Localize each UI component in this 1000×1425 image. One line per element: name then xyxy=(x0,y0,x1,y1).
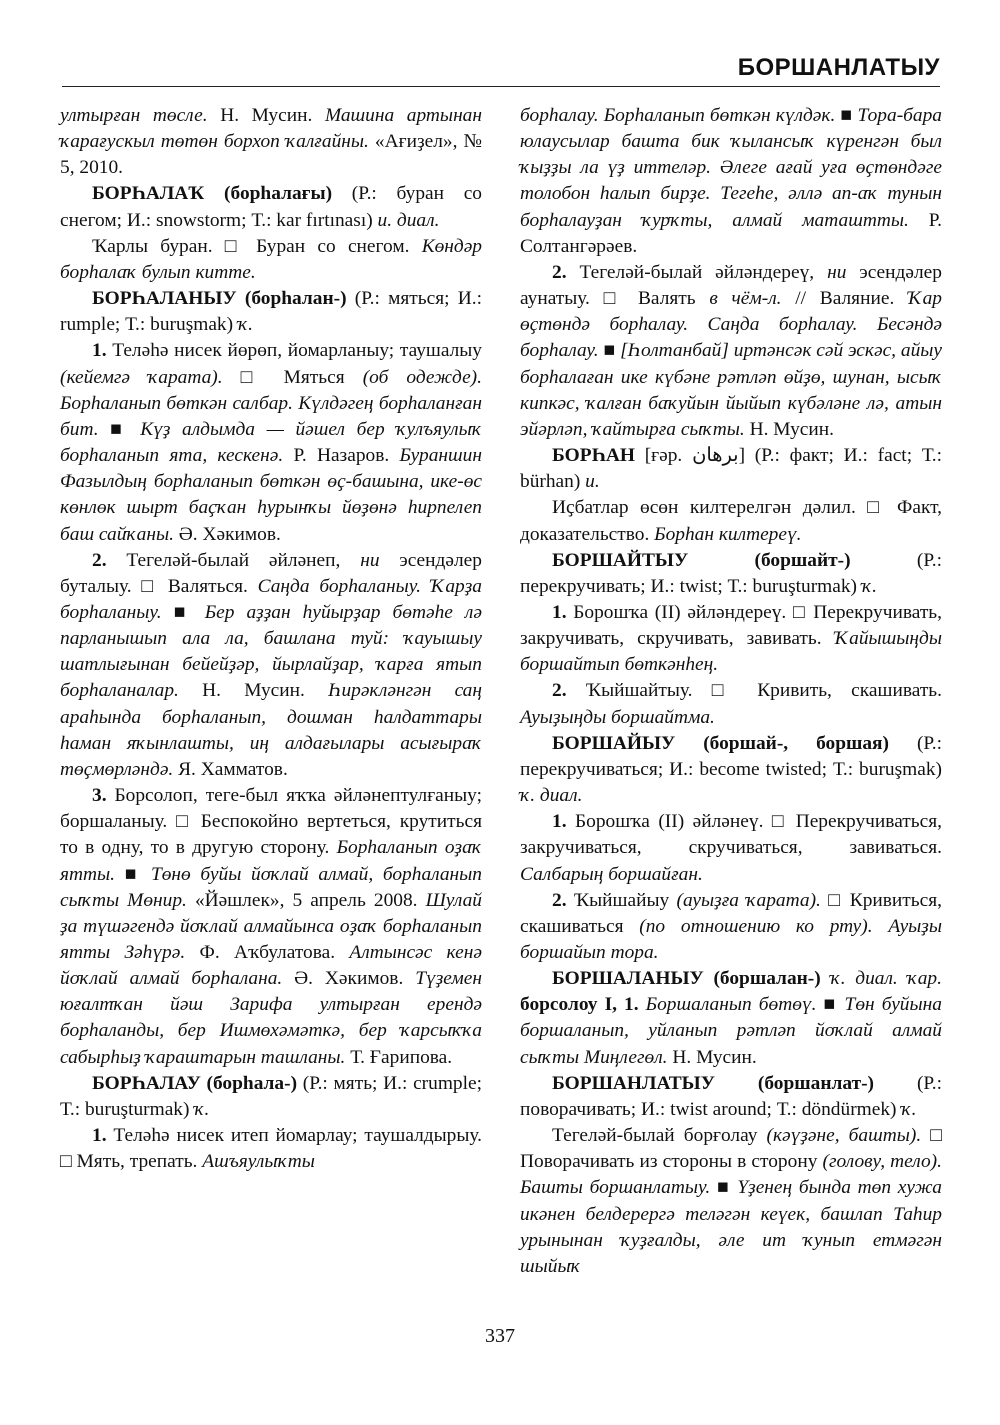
page-number: 337 xyxy=(485,1325,515,1347)
right-paragraph: борһалау. Борһаланып бөткән күлдәк. ■ Тора-бара юлаусылар башта бик ҡылансыҡ күренгән был ҡыҙҙы ла үҙ иттеләр. Әлеге ағай уға өҫтөндәге толобон һалып бирҙе. Тегеһе, әллә ап-аҡ тунын борһалауҙан ҡурҡты, алмай маташтты. Р. Солтангәрәев. xyxy=(520,105,942,257)
left-paragraph: БОРҺАЛАҠ (борһалағы) (Р.: буран со снегом; И.: snowstorm; Т.: kar fırtınası) и. диал. xyxy=(60,183,482,231)
right-paragraph: 2. Ҡыйшайыу (ауыҙға ҡарата). □ Кривиться, скашиваться (по отношению ко рту). Ауыҙы боршайып тора. xyxy=(520,889,942,963)
right-paragraph: БОРШАНЛАТЫУ (боршанлат-) (Р.: поворачивать; И.: twist around; Т.: döndürmek) ҡ. xyxy=(520,1072,943,1120)
left-paragraph: ултырған төсле. Н. Мусин. Машина артынан ҡарағускыл төтөн борхоп ҡалғайны. «Ағиҙел», № 5, 2010. xyxy=(60,105,482,179)
left-paragraph: 2. Тегеләй-былай әйләнеп, ни эсендәлер буталыу. □ Валяться. Саңда борһаланыу. Ҡарҙа борһаланыу. ■ Бер аҙҙан һуйырҙар бөтәһе лә парланышып ала ла, башлана туй: ҡауышыу шатлығынан бейейҙәр, йырлайҙар, ҡарға ятып борһаланалар. Н. Мусин. Һирәкләнгән саң араһында борһаланып, дошман һалдаттары һаман яҡынлашты, иң алдағылары асығыраҡ төҫмөрләндә. Я. Хамматов. xyxy=(60,549,482,780)
right-paragraph: 2. Ҡыйшайтыу. □ Кривить, скашивать. Ауыҙыңды боршайтма. xyxy=(520,680,942,728)
running-title: БОРШАНЛАТЫУ xyxy=(737,54,940,81)
left-paragraph: 1. Теләһә нисек итеп йомарлау; таушалдырыу. □ Мять, трепать. Ашъяулыҡты xyxy=(60,1125,482,1173)
right-paragraph: БОРШАЙТЫУ (боршайт-) (Р.: перекручивать; И.: twist; Т.: buruşturmak) ҡ. xyxy=(520,549,942,597)
left-paragraph: Ҡарлы буран. □ Буран со снегом. Көндәр борһалаҡ булып китте. xyxy=(60,235,482,283)
running-header xyxy=(62,52,940,87)
left-paragraph: 3. Борсолоп, теге-был яҡҡа әйләнептулғаныу; боршаланыу. □ Беспокойно вертеться, крутиться то в одну, то в другую сторону. Борһаланып оҙаҡ ятты. ■ Төнө буйы йоҡлай алмай, борһаланып сыҡты Мөнир. «Йәшлек», 5 апрель 2008. Шулай ҙа түшәгендә йоҡлай алмайынса оҙаҡ борһаланып ятты Зәһүрә. Ф. Аҡбулатова. Алтынсәс кенә йоҡлай алмай борһалана. Ә. Хәкимов. Түҙемен юғалтҡан йәш Зарифа ултырған ерендә борһаланды, бер Ишмөхәмәткә, бер ҡарсыҡҡа сабырһыҙ ҡараштарын ташланы. Т. Ғарипова. xyxy=(60,785,482,1068)
right-paragraph: 2. Тегеләй-былай әйләндереү, ни эсендәлер аунатыу. □ Валять в чём-л. // Валяние. Ҡар өҫтөндә борһалау. Саңда борһалау. Бесәндә борһалау. ■ [Һолтанбай] иртәнсәк сәй эскәс, айыу борһалаған ике күбәне рәтләп өйҙө, шунан, ысыҡ кипкәс, ҡалған баҡуйын йыйып күбәләне лә, атын эйәрләп, ҡайтырға сыҡты. Н. Мусин. xyxy=(520,261,943,440)
left-paragraph: БОРҺАЛАУ (борһала-) (Р.: мять; И.: crumple; Т.: buruşturmak) ҡ. xyxy=(60,1072,482,1120)
right-column xyxy=(520,103,942,1280)
right-paragraph: БОРҺАН [ғәр. برهان] (Р.: факт; И.: fact; Т.: bürhan) и. xyxy=(520,445,943,493)
right-paragraph: Иҫбатлар өсөн килтерелгән дәлил. □ Факт, доказательство. Борһан килтереү. xyxy=(520,497,942,545)
left-paragraph: 1. Теләһә нисек йөрөп, йомарланыу; таушалыу (кейемгә ҡарата). □ Мяться (об одежде). Борһаланып бөткән салбар. Күлдәгең борһаланған бит. ■ Күҙ алдымда — йәшел бер ҡулъяулыҡ борһаланып ята, кескенә. Р. Назаров. Бураншин Фазылдың борһаланып бөткән өҫ-башына, ике-өс көнлөк шырт баҫҡан һурынҡы йөҙөнә һирпелеп баш сайҡаны. Ә. Хәкимов. xyxy=(60,340,482,545)
right-paragraph: 1. Борошҡа (II) әйләндереү. □ Перекручивать, закручивать, скручивать, завивать. Ҡайышыңды боршайтып бөткәнһең. xyxy=(520,601,942,676)
right-paragraph: Тегеләй-былай борғолау (кәүҙәне, башты). □ Поворачивать из стороны в сторону (голову, тело). Башты боршанлатыу. ■ Үҙенең бында төп хужа икәнен белдерергә теләгән кеүек, башлап Таһир урынынан ҡуҙғалды, әле ит ҡунып етмәгән шыйыҡ xyxy=(520,1125,943,1277)
left-column xyxy=(60,103,482,1175)
right-paragraph: 1. Борошҡа (II) әйләнеү. □ Перекручиваться, закручиваться, скручиваться, завиваться. Салбарың боршайған. xyxy=(520,811,942,885)
left-paragraph: БОРҺАЛАНЫУ (борһалан-) (Р.: мяться; И.: rumple; Т.: buruşmak) ҡ. xyxy=(60,288,482,336)
right-paragraph: БОРШАЛАНЫУ (боршалан-) ҡ. диал. ҡар. борсолоу I, 1. Боршаланып бөтөү. ■ Төн буйына боршаланып, уйланып рәтләп йоҡлай алмай сыҡты Миңлегөл. Н. Мусин. xyxy=(520,968,942,1068)
right-paragraph: БОРШАЙЫУ (боршай-, боршая) (Р.: перекручиваться; И.: become twisted; Т.: buruşmak) ҡ. диал. xyxy=(520,732,942,807)
